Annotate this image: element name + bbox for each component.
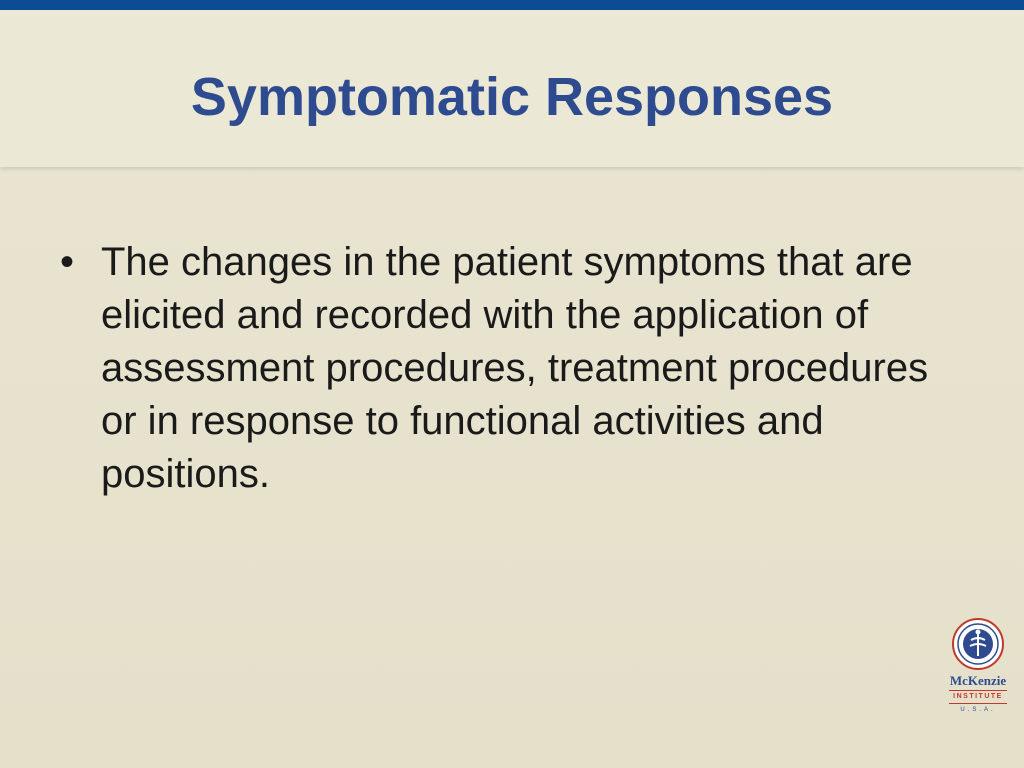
bullet-marker: • — [60, 240, 75, 284]
top-accent-bar — [0, 0, 1024, 10]
logo-country: U.S.A. — [960, 707, 996, 713]
logo-subtitle: INSTITUTE — [953, 693, 1003, 700]
mckenzie-seal-icon — [952, 618, 1004, 670]
logo-divider-bottom — [949, 703, 1007, 704]
logo-name: McKenzie — [949, 673, 1007, 688]
slide-content — [58, 236, 958, 501]
slide-title: Symptomatic Responses — [190, 67, 834, 127]
bullet-text: The changes in the patient symptoms that are elicited and recorded with the application of assessment procedures, treatment procedures or in response to functional activities and positions. — [101, 240, 929, 496]
bullet-item — [58, 236, 958, 501]
mckenzie-logo — [943, 618, 1013, 718]
logo-divider-top — [949, 690, 1007, 691]
bullet-list — [58, 236, 958, 501]
